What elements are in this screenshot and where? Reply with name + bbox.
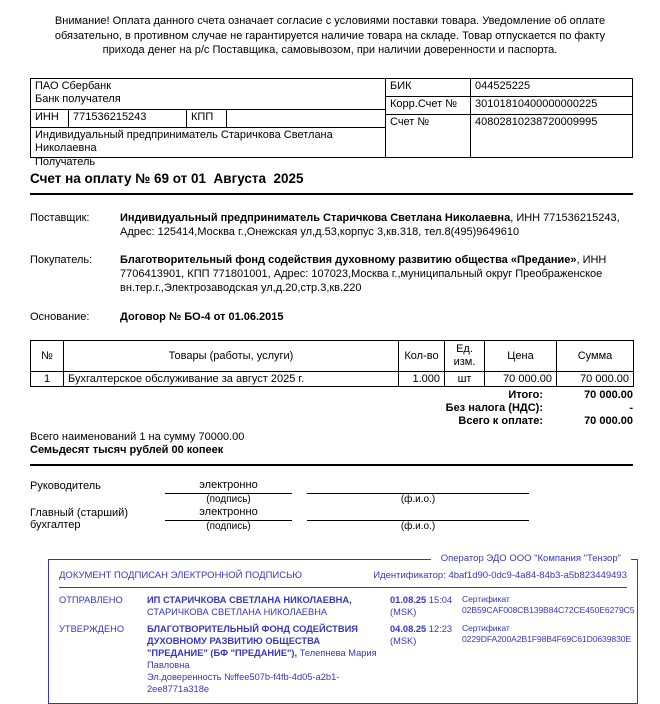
bank-table-left: [31, 79, 386, 169]
edo-approved-party: [147, 623, 390, 695]
director-signature-row: [30, 479, 633, 505]
amount-in-words: Семьдесят тысяч рублей 00 копеек: [30, 443, 224, 456]
items-table: [30, 340, 634, 386]
item-sum: 70 000.00: [557, 371, 634, 386]
edo-sent-time: 15:04: [426, 594, 453, 605]
supplier-row: [30, 212, 633, 240]
payable-value: 70 000.00: [584, 415, 633, 428]
col-price: Цена: [485, 341, 557, 371]
accountant-signature-block: [165, 506, 292, 532]
accountant-signature-value: электронно: [165, 506, 292, 521]
buyer-row: [30, 254, 633, 296]
edo-identifier: Идентификатор: 4baf1d90-0dc9-4a84-84b3-a5b823449493: [373, 569, 627, 581]
col-sum: Сумма: [557, 341, 634, 371]
edo-sent-date: 01.08.25: [390, 594, 427, 605]
accountant-fio-block: [307, 506, 529, 532]
director-fio-line: [307, 479, 529, 494]
edo-approved-row: [59, 623, 632, 695]
basis-value: Договор № БО-4 от 01.06.2015: [120, 311, 284, 324]
bik-row: [386, 79, 632, 97]
edo-approved-party-name: БЛАГОТВОРИТЕЛЬНЫЙ ФОНД СОДЕЙСТВИЯ ДУХОВНОМУ РАЗВИТИЮ ОБЩЕСТВА "ПРЕДАНИЕ" (БФ "ПРЕДАНИЕ"),: [147, 624, 358, 659]
edo-approved-certificate: Сертификат 0229DFA200A2B1F98B4F69C61D0639830E: [462, 623, 632, 645]
item-row: [31, 371, 634, 386]
edo-stamp-box: [48, 552, 638, 704]
signature-divider: [30, 464, 633, 466]
invoice-title: Счет на оплату № 69 от 01 Августа 2025: [30, 170, 304, 186]
edo-sent-party-person: СТАРИЧКОВА СВЕТЛАНА НИКОЛАЕВНА: [147, 606, 328, 617]
edo-signed-title: ДОКУМЕНТ ПОДПИСАН ЭЛЕКТРОННОЙ ПОДПИСЬЮ: [59, 569, 302, 581]
kpp-label: КПП: [187, 110, 227, 127]
buyer-name: Благотворительный фонд содействия духовному развитию общества «Предание»: [120, 254, 577, 267]
bik-value: 044525225: [475, 79, 531, 92]
edo-operator: Оператор ЭДО ООО "Компания "Тензор": [431, 553, 631, 564]
payable-label: Всего к оплате:: [458, 415, 543, 428]
receiver-name: Индивидуальный предприниматель Старичкова Светлана Николаевна: [35, 128, 333, 155]
inn-label: ИНН: [31, 110, 69, 127]
bank-name-caption: Банк получателя: [35, 93, 121, 106]
edo-approved-power-of-attorney: Эл.доверенность №ffee507b-f4fb-4d05-a2b1-2ee8771a318e: [147, 672, 340, 695]
edo-sent-datetime: [390, 594, 462, 618]
edo-sent-status: ОТПРАВЛЕНО: [59, 594, 123, 605]
edo-stamp-section: [48, 552, 638, 704]
director-fio-caption: (ф.и.о.): [400, 493, 436, 505]
no-tax-label: Без налога (НДС):: [445, 402, 543, 415]
total-label: Итого:: [508, 388, 543, 401]
account-label: Счет №: [386, 115, 471, 157]
bank-requisites-table: [30, 78, 633, 169]
buyer-details: , ИНН 7706413901, КПП 771801001, Адрес: 107023,Москва г.,муниципальный округ Преображенское вн.тер.г.,Электрозаводская ул,д.20,стр.3,кв.220: [120, 254, 607, 295]
col-number: №: [31, 341, 64, 371]
bank-name: ПАО Сбербанк: [35, 79, 112, 92]
accountant-label: Главный (старший) бухгалтер: [30, 506, 128, 531]
supplier-details: , ИНН 771536215243, Адрес: 125414,Москва г.,Онежская ул,д.53,корпус 3,кв.318, тел.8(495)9649610: [120, 211, 620, 238]
buyer-label: Покупатель:: [30, 254, 93, 267]
corr-account-row: [386, 97, 632, 115]
account-row: [386, 115, 632, 157]
inn-kpp-row: [31, 110, 385, 128]
edo-approved-date: 04.08.25: [390, 624, 427, 635]
edo-divider: [59, 587, 627, 588]
signatures-section: [30, 479, 633, 532]
item-unit: шт: [445, 371, 485, 386]
basis-label: Основание:: [30, 311, 90, 324]
director-signature-caption: (подпись): [206, 493, 251, 505]
payment-warning-text: Внимание! Оплата данного счета означает согласие с условиями поставки товара. Уведомление об оплате обязательно, в противном случае не гарантируется наличие товара на складе. Товар отпускается по факту прихода денег на р/с Поставщика, самовывозом, при наличии доверенности и паспорта.: [54, 15, 606, 57]
items-table-header: [31, 341, 634, 371]
item-number: 1: [31, 371, 64, 386]
edo-header-row: [59, 566, 627, 581]
director-signature-block: [165, 479, 292, 505]
payable-row: [30, 415, 633, 428]
item-price: 70 000.00: [485, 371, 557, 386]
edo-approved-datetime: [390, 623, 462, 695]
accountant-signature-row: [30, 506, 633, 532]
inn-value: 771536215243: [69, 110, 187, 127]
bank-name-cell: [31, 79, 385, 110]
col-quantity: Кол-во: [399, 341, 445, 371]
col-unit: Ед. изм.: [445, 341, 485, 371]
no-tax-value: -: [629, 402, 633, 415]
supplier-name: Индивидуальный предприниматель Старичкова Светлана Николаевна: [120, 211, 511, 224]
title-divider: [30, 193, 633, 195]
edo-approved-tz: (MSK): [390, 636, 417, 647]
bank-table-right: [386, 79, 632, 157]
item-description: Бухгалтерское обслуживание за август 2025 г.: [64, 371, 399, 386]
edo-sent-party-name: ИП СТАРИЧКОВА СВЕТЛАНА НИКОЛАЕВНА,: [147, 594, 352, 605]
director-label: Руководитель: [30, 479, 101, 492]
edo-sent-row: [59, 593, 635, 618]
total-value: 70 000.00: [584, 388, 633, 401]
receiver-caption: Получатель: [35, 156, 96, 169]
edo-approved-time: 12:23: [426, 624, 453, 635]
receiver-cell: [31, 128, 385, 169]
edo-sent-certificate: Сертификат 02B59CAF008CB139B84C72CE450E6279C5: [462, 593, 635, 616]
edo-approved-party-person: Телепнева Мария Павловна: [147, 648, 377, 671]
totals-section: [30, 389, 633, 429]
account-value: 40802810238720009995: [475, 115, 598, 128]
item-quantity: 1.000: [399, 371, 445, 386]
corr-account-value: 30101810400000000225: [475, 97, 598, 110]
edo-approved-status: УТВЕРЖДЕНО: [59, 624, 125, 635]
bik-label: БИК: [386, 79, 471, 96]
items-count-line: Всего наименований 1 на сумму 70000.00: [30, 430, 245, 443]
director-fio-block: [307, 479, 529, 505]
accountant-signature-caption: (подпись): [206, 520, 251, 532]
corr-account-label: Корр.Счет №: [386, 97, 471, 114]
no-tax-row: [30, 402, 633, 415]
director-signature-value: электронно: [165, 479, 292, 494]
parties-section: [30, 212, 633, 326]
supplier-label: Поставщик:: [30, 211, 90, 224]
kpp-value: [227, 110, 385, 127]
buyer-text: [120, 254, 633, 296]
edo-sent-party: [147, 594, 390, 618]
total-row: [30, 389, 633, 402]
supplier-text: [120, 212, 633, 240]
edo-sent-tz: (MSK): [390, 606, 417, 617]
accountant-fio-line: [307, 506, 529, 521]
accountant-fio-caption: (ф.и.о.): [400, 520, 436, 532]
col-goods: Товары (работы, услуги): [64, 341, 399, 371]
basis-row: [30, 311, 633, 325]
